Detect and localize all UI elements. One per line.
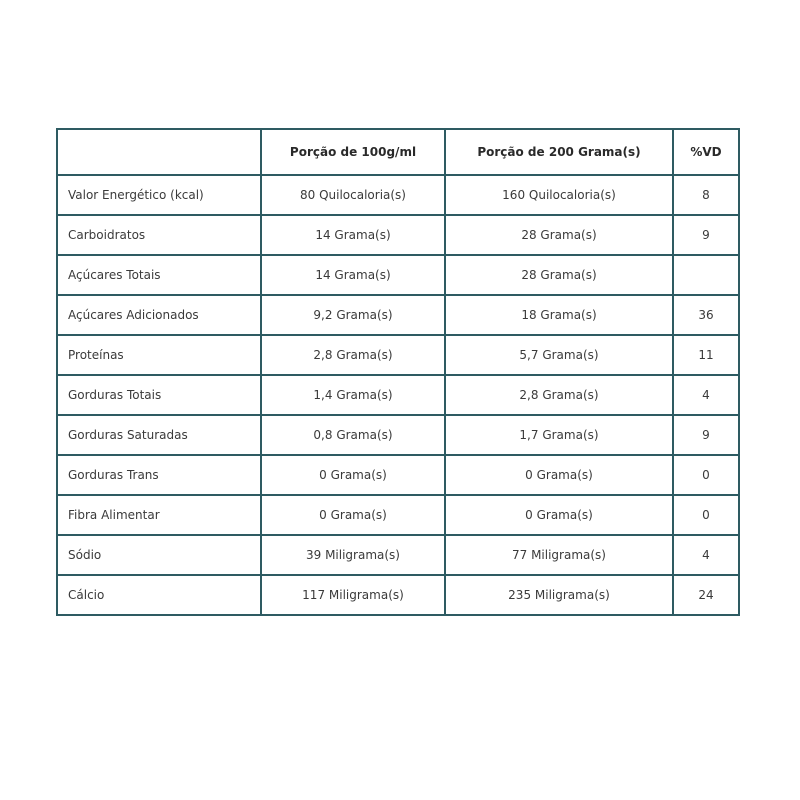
nutrient-name: Açúcares Totais [57, 255, 261, 295]
nutrition-table [56, 128, 740, 616]
nutrient-name: Gorduras Totais [57, 375, 261, 415]
value-100g: 2,8 Grama(s) [261, 335, 445, 375]
table-row [57, 255, 739, 295]
value-100g: 0,8 Grama(s) [261, 415, 445, 455]
nutrient-name: Proteínas [57, 335, 261, 375]
table-row [57, 335, 739, 375]
value-daily-percent: 9 [673, 215, 739, 255]
value-200g: 0 Grama(s) [445, 455, 673, 495]
table-row [57, 575, 739, 615]
value-200g: 28 Grama(s) [445, 215, 673, 255]
table-row [57, 375, 739, 415]
value-200g: 5,7 Grama(s) [445, 335, 673, 375]
nutrient-name: Fibra Alimentar [57, 495, 261, 535]
value-200g: 77 Miligrama(s) [445, 535, 673, 575]
table-row [57, 175, 739, 215]
value-100g: 1,4 Grama(s) [261, 375, 445, 415]
table-row [57, 535, 739, 575]
value-200g: 28 Grama(s) [445, 255, 673, 295]
value-daily-percent: 0 [673, 495, 739, 535]
nutrient-name: Sódio [57, 535, 261, 575]
value-daily-percent: 36 [673, 295, 739, 335]
header-portion-100g: Porção de 100g/ml [261, 129, 445, 175]
value-100g: 39 Miligrama(s) [261, 535, 445, 575]
table-row [57, 495, 739, 535]
value-daily-percent: 4 [673, 535, 739, 575]
table-row [57, 415, 739, 455]
nutrient-name: Valor Energético (kcal) [57, 175, 261, 215]
header-daily-value: %VD [673, 129, 739, 175]
value-200g: 18 Grama(s) [445, 295, 673, 335]
value-200g: 1,7 Grama(s) [445, 415, 673, 455]
nutrient-name: Cálcio [57, 575, 261, 615]
value-100g: 80 Quilocaloria(s) [261, 175, 445, 215]
value-100g: 14 Grama(s) [261, 255, 445, 295]
value-daily-percent: 4 [673, 375, 739, 415]
nutrient-name: Gorduras Trans [57, 455, 261, 495]
value-daily-percent: 9 [673, 415, 739, 455]
value-daily-percent [673, 255, 739, 295]
nutrient-name: Gorduras Saturadas [57, 415, 261, 455]
value-100g: 9,2 Grama(s) [261, 295, 445, 335]
value-200g: 2,8 Grama(s) [445, 375, 673, 415]
value-200g: 0 Grama(s) [445, 495, 673, 535]
table-row [57, 215, 739, 255]
value-100g: 14 Grama(s) [261, 215, 445, 255]
value-200g: 160 Quilocaloria(s) [445, 175, 673, 215]
nutrient-name: Carboidratos [57, 215, 261, 255]
value-100g: 117 Miligrama(s) [261, 575, 445, 615]
value-200g: 235 Miligrama(s) [445, 575, 673, 615]
value-100g: 0 Grama(s) [261, 495, 445, 535]
nutrient-name: Açúcares Adicionados [57, 295, 261, 335]
header-row [57, 129, 739, 175]
value-daily-percent: 24 [673, 575, 739, 615]
value-daily-percent: 0 [673, 455, 739, 495]
table-row [57, 455, 739, 495]
header-portion-200g: Porção de 200 Grama(s) [445, 129, 673, 175]
value-daily-percent: 11 [673, 335, 739, 375]
value-100g: 0 Grama(s) [261, 455, 445, 495]
value-daily-percent: 8 [673, 175, 739, 215]
header-nutrient [57, 129, 261, 175]
table-row [57, 295, 739, 335]
